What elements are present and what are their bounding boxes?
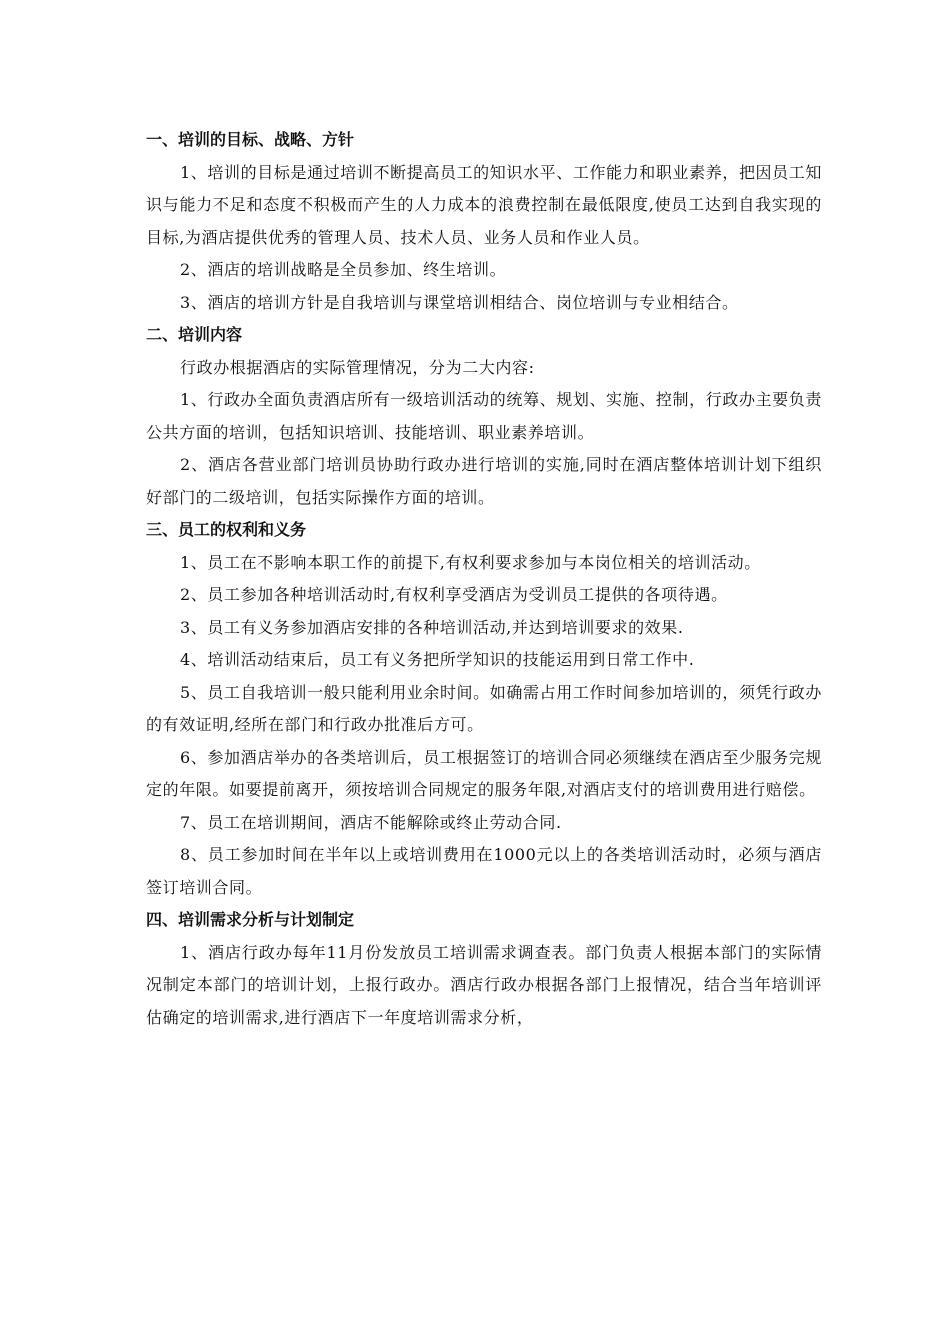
- paragraph: 2、员工参加各种培训活动时,有权利享受酒店为受训员工提供的各项待遇。: [180, 585, 728, 604]
- paragraph: 2、酒店各营业部门培训员协助行政办进行培训的实施,同时在酒店整体培训计划下组织好部门的二级培训，包括实际操作方面的培训。: [146, 455, 822, 507]
- paragraph: 4、培训活动结束后，员工有义务把所学知识的技能运用到日常工作中.: [180, 650, 695, 669]
- section-goals: [146, 124, 822, 319]
- paragraph: 3、员工有义务参加酒店安排的各种培训活动,并达到培训要求的效果.: [180, 617, 684, 637]
- section-needs-analysis: [146, 904, 822, 1034]
- section-content: [146, 319, 822, 514]
- paragraph: 1、员工在不影响本职工作的前提下,有权利要求参加与本岗位相关的培训活动。: [180, 552, 761, 572]
- section-rights-duties: [146, 514, 822, 904]
- paragraph: 7、员工在培训期间，酒店不能解除或终止劳动合同.: [180, 812, 562, 832]
- paragraph: 8、员工参加时间在半年以上或培训费用在1000元以上的各类培训活动时，必须与酒店签订培训合同。: [146, 845, 822, 897]
- section-heading: 二、培训内容: [146, 325, 243, 344]
- document-body: [146, 124, 822, 1034]
- section-heading: 四、培训需求分析与计划制定: [146, 910, 355, 929]
- paragraph: 2、酒店的培训战略是全员参加、终生培训。: [180, 260, 507, 279]
- section-heading: 一、培训的目标、战略、方针: [146, 130, 355, 149]
- paragraph: 3、酒店的培训方针是自我培训与课堂培训相结合、岗位培训与专业相结合。: [180, 292, 739, 312]
- section-heading: 三、员工的权利和义务: [146, 520, 307, 539]
- paragraph: 行政办根据酒店的实际管理情况，分为二大内容:: [180, 357, 535, 377]
- paragraph: 6、参加酒店举办的各类培训后，员工根据签订的培训合同必须继续在酒店至少服务完规定的年限。如要提前离开，须按培训合同规定的服务年限,对酒店支付的培训费用进行赔偿。: [146, 747, 822, 799]
- paragraph: 1、培训的目标是通过培训不断提高员工的知识水平、工作能力和职业素养，把因员工知识与能力不足和态度不积极而产生的人力成本的浪费控制在最低限度,使员工达到自我实现的目标,为酒店提供优秀的管理人员、技术人员、业务人员和作业人员。: [146, 162, 822, 247]
- paragraph: 1、行政办全面负责酒店所有一级培训活动的统筹、规划、实施、控制，行政办主要负责公共方面的培训，包括知识培训、技能培训、职业素养培训。: [146, 390, 822, 442]
- paragraph: 1、酒店行政办每年11月份发放员工培训需求调查表。部门负责人根据本部门的实际情况制定本部门的培训计划，上报行政办。酒店行政办根据各部门上报情况，结合当年培训评估确定的培训需求,进行酒店下一年度培训需求分析，: [146, 942, 822, 1027]
- paragraph: 5、员工自我培训一般只能利用业余时间。如确需占用工作时间参加培训的，须凭行政办的有效证明,经所在部门和行政办批准后方可。: [146, 682, 822, 734]
